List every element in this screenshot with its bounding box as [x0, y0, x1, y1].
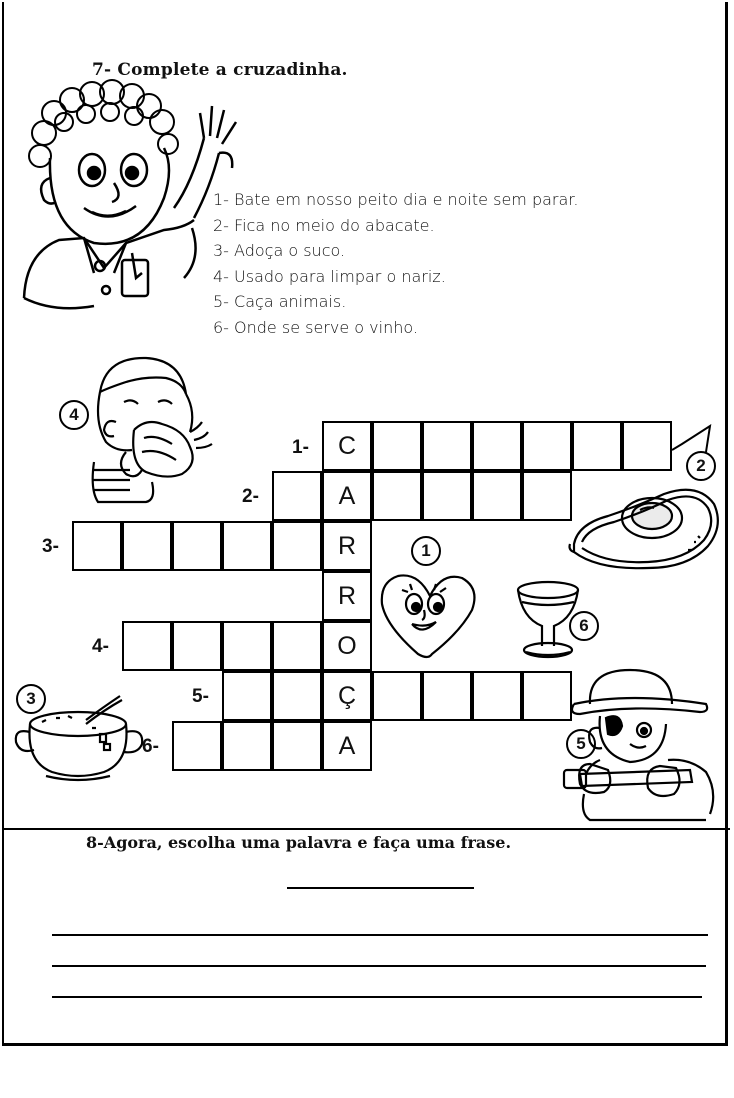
- cell-r4-c1[interactable]: [122, 621, 172, 671]
- cell-r6-c2[interactable]: [222, 721, 272, 771]
- clue-5: 5- Caça animais.: [213, 292, 347, 311]
- clue-1: 1- Bate em nosso peito dia e noite sem parar.: [213, 190, 579, 209]
- row-label-3: 3-: [42, 536, 59, 557]
- marker-5: 5: [566, 729, 596, 759]
- marker-4: 4: [59, 400, 89, 430]
- row-label-6: 6-: [142, 736, 159, 757]
- cell-r5-c3[interactable]: Ç: [322, 671, 372, 721]
- cell-r3-c4[interactable]: [222, 521, 272, 571]
- marker-1: 1: [411, 536, 441, 566]
- clue-4: 4- Usado para limpar o nariz.: [213, 266, 446, 286]
- answer-word-line[interactable]: [287, 887, 474, 889]
- cell-r5-c2[interactable]: [272, 671, 322, 721]
- cell-r6-c3[interactable]: [272, 721, 322, 771]
- clue-3: 3- Adoça o suco.: [213, 241, 346, 260]
- task-8-title: 8-Agora, escolha uma palavra e faça uma frase.: [86, 833, 512, 852]
- cell-r1-c3[interactable]: [422, 421, 472, 471]
- row-label-4: 4-: [92, 636, 109, 657]
- boy-blowing-nose-icon: [86, 352, 216, 512]
- cell-r4-c5[interactable]: O: [322, 621, 372, 671]
- cell-r3-c5[interactable]: [272, 521, 322, 571]
- answer-line-3[interactable]: [52, 996, 702, 998]
- answer-line-1[interactable]: [52, 934, 708, 936]
- clue-6: 6- Onde se serve o vinho.: [213, 317, 418, 337]
- cell-r5-c4[interactable]: [372, 671, 422, 721]
- sugar-bowl-icon: [12, 692, 148, 782]
- cell-r1-c4[interactable]: [472, 421, 522, 471]
- section-divider: [2, 828, 730, 830]
- cell-r6-c1[interactable]: [172, 721, 222, 771]
- cell-r1-c5[interactable]: [522, 421, 572, 471]
- cell-r5-c5[interactable]: [422, 671, 472, 721]
- wine-glass-icon: [512, 578, 588, 662]
- cell-r1-c6[interactable]: [572, 421, 622, 471]
- hunter-boy-icon: [560, 664, 720, 822]
- cell-r2-c5[interactable]: [472, 471, 522, 521]
- cell-r6-c4[interactable]: A: [322, 721, 372, 771]
- clue-list: [213, 187, 579, 340]
- pointer-line: [672, 424, 716, 464]
- heart-face-icon: [380, 570, 480, 662]
- clue-2: 2- Fica no meio do abacate.: [213, 215, 435, 235]
- row-label-1: 1-: [292, 437, 309, 458]
- marker-6: 6: [569, 611, 599, 641]
- task-7-title: 7- Complete a cruzadinha.: [92, 60, 348, 80]
- cell-r3-c6[interactable]: R: [322, 521, 372, 571]
- avocado-icon: [568, 480, 724, 572]
- cell-r4-c2[interactable]: [172, 621, 222, 671]
- cell-r3-c1[interactable]: [72, 521, 122, 571]
- row-label-5: 5-: [192, 686, 209, 707]
- cell-r5-c1[interactable]: [222, 671, 272, 721]
- marker-2: 2: [686, 451, 716, 481]
- cell-r2-c2[interactable]: A: [322, 471, 372, 521]
- row-label-2: 2-: [242, 486, 259, 507]
- cell-r3-c2[interactable]: [122, 521, 172, 571]
- cell-r5-c6[interactable]: [472, 671, 522, 721]
- cell-r2-c6[interactable]: [522, 471, 572, 521]
- cell-r1-c1[interactable]: C: [322, 421, 372, 471]
- cell-r1-c2[interactable]: [372, 421, 422, 471]
- cell-r3-c3[interactable]: [172, 521, 222, 571]
- cell-r4-c3[interactable]: [222, 621, 272, 671]
- cell-r2-c1[interactable]: [272, 471, 322, 521]
- cell-r4-c4[interactable]: [272, 621, 322, 671]
- marker-3: 3: [16, 684, 46, 714]
- cell-vertical-4[interactable]: R: [322, 571, 372, 621]
- cell-r2-c4[interactable]: [422, 471, 472, 521]
- cell-r2-c3[interactable]: [372, 471, 422, 521]
- cell-r1-c7[interactable]: [622, 421, 672, 471]
- answer-line-2[interactable]: [52, 965, 706, 967]
